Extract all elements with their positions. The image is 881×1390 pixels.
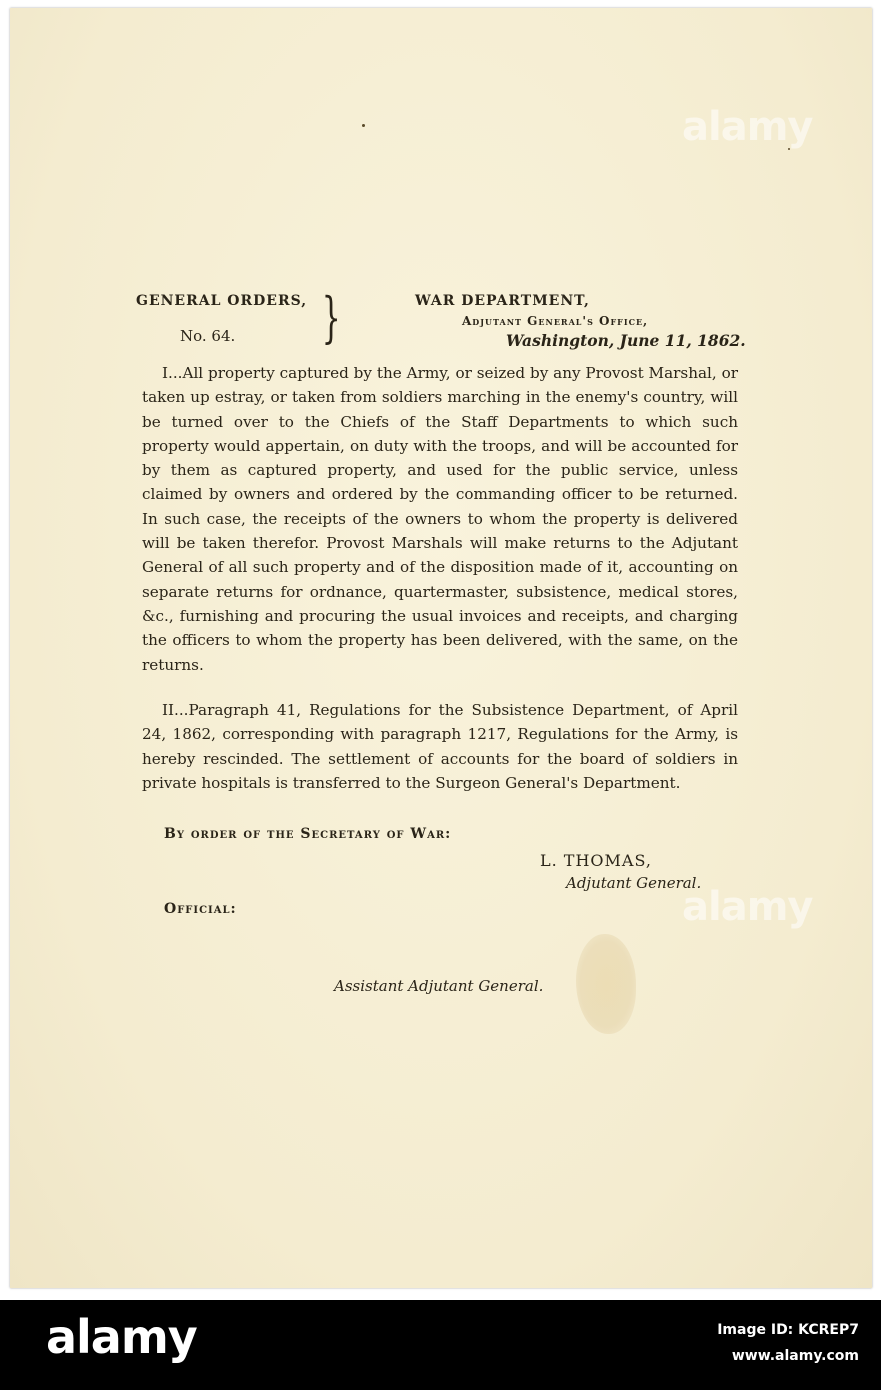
official-label: Official:: [164, 901, 237, 917]
stock-footer-bar: [0, 1300, 881, 1390]
signatory-title: Adjutant General.: [566, 874, 702, 892]
header-brace: }: [321, 286, 341, 349]
image-id: Image ID: KCREP7: [717, 1322, 859, 1338]
alamy-logo: alamy: [46, 1310, 197, 1364]
watermark-logo: alamy: [682, 884, 813, 930]
paper-stain: [576, 934, 636, 1034]
paragraph-two: II...Paragraph 41, Regulations for the Subsistence Department, of April 24, 1862, corresponding with paragraph 1217, Regulations for the Army, is hereby rescinded. The settlement of accounts for the board of soldiers in private hospitals is transferred to the Surgeon General's Department.: [142, 701, 738, 792]
date-line: Washington, June 11, 1862.: [506, 331, 746, 350]
watermark-logo: alamy: [682, 104, 813, 150]
site-url: www.alamy.com: [731, 1348, 859, 1364]
order-number: No. 64.: [180, 327, 236, 345]
ink-speck: [362, 124, 365, 127]
signatory-name: L. THOMAS,: [540, 851, 652, 870]
assistant-title: Assistant Adjutant General.: [334, 977, 544, 995]
paragraph-one: I...All property captured by the Army, or seized by any Provost Marshal, or taken up estray, or taken from soldiers marching in the enemy's country, will be turned over to the Chiefs of the Staff Departments to which such property would appertain, on duty with the troops, and will be accounted for by them as captured property, and used for the public service, unless claimed by owners and ordered by the commanding officer to be returned. In such case, the receipts of the owners to whom the property is delivered will be taken therefor. Provost Marshals will make returns to the Adjutant General of all such property and of the disposition made of it, accounting on separate returns for ordnance, quartermaster, subsistence, medical stores, &c., furnishing and procuring the usual invoices and receipts, and charging the officers to whom the property has been delivered, with the same, on the returns.: [142, 364, 738, 674]
general-orders-label: GENERAL ORDERS,: [136, 293, 308, 309]
by-order-line: By order of the Secretary of War:: [164, 826, 452, 842]
office-name: Adjutant General's Office,: [462, 314, 649, 328]
department-name: WAR DEPARTMENT,: [415, 293, 590, 309]
